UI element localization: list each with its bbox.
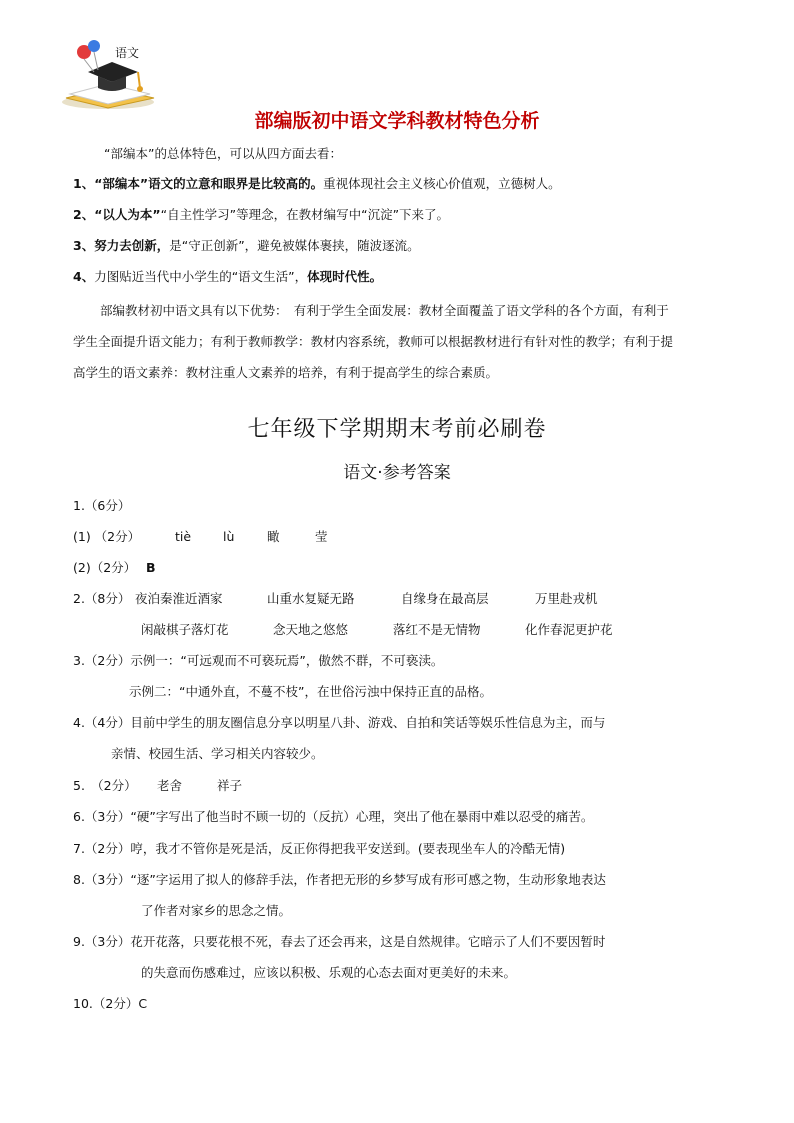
answer-9-line-2: 的失意而伤感难过，应该以积极、乐观的心态去面对更美好的未来。 [141, 965, 517, 980]
answer-4-line-1: 4.（4分）目前中学生的朋友圈信息分享以明星八卦、游戏、自拍和笑话等娱乐性信息为主，而与 [73, 715, 606, 730]
feature-1 [73, 176, 561, 192]
answer-3-line-2: 示例二：“中通外直，不蔓不枝”，在世俗污浊中保持正直的品格。 [129, 684, 492, 699]
exam-subtitle: 语文·参考答案 [343, 463, 451, 483]
feature-3-num: 3、 [73, 238, 95, 253]
exam-title: 七年级下学期期末考前必刷卷 [247, 417, 547, 442]
feature-2 [73, 207, 449, 223]
feature-1-bold: “部编本”语文的立意和眼界是比较高的。 [94, 176, 324, 191]
answer-10: 10.（2分）C [73, 996, 148, 1011]
poem-line: 化作春泥更护花 [525, 622, 613, 637]
answer-1-1-item: lù [223, 529, 235, 544]
answer-2-row-2 [141, 622, 613, 638]
answer-1: 1.（6分） [73, 498, 131, 513]
intro-text: “部编本”的总体特色，可以从四方面去看： [104, 146, 342, 161]
logo-text: 语文 [115, 46, 140, 60]
answer-2-label: 2.（8分） [73, 591, 131, 606]
feature-3 [73, 238, 420, 254]
answer-1-1-item: tiè [175, 529, 192, 544]
answer-6: 6.（3分）“硬”字写出了他当时不顾一切的（反抗）心理，突出了他在暴雨中难以忍受的痛苦。 [73, 809, 594, 824]
answer-5-item: 老舍 [157, 778, 183, 793]
feature-3-bold: 努力去创新， [94, 238, 170, 253]
answer-5-label: 5. （2分） [73, 778, 137, 793]
answer-5-item: 祥子 [217, 778, 243, 793]
answer-8-line-2: 了作者对家乡的思念之情。 [141, 903, 292, 918]
poem-line: 万里赴戎机 [535, 591, 598, 606]
answer-1-2 [73, 560, 156, 576]
answer-1-1-item: 瞰 [267, 529, 280, 544]
answer-9-line-1: 9.（3分）花开花落，只要花根不死，春去了还会再来，这是自然规律。它暗示了人们不要因暂时 [73, 934, 606, 949]
logo-graduation-cap [60, 36, 160, 112]
feature-1-rest: 重视体现社会主义核心价值观，立德树人。 [323, 176, 561, 191]
feature-4 [73, 269, 382, 285]
feature-4-num: 4、 [73, 269, 95, 284]
page-title: 部编版初中语文学科教材特色分析 [254, 110, 540, 132]
answer-2-row-1 [73, 591, 598, 607]
poem-line: 落红不是无情物 [393, 622, 481, 637]
answer-8-line-1: 8.（3分）“逐”字运用了拟人的修辞手法，作者把无形的乡梦写成有形可感之物，生动形象地表达 [73, 872, 606, 887]
answer-4-line-2: 亲情、校园生活、学习相关内容较少。 [111, 746, 324, 761]
poem-line: 山重水复疑无路 [267, 591, 355, 606]
feature-4-rest: 力图贴近当代中小学生的“语文生活”， [94, 269, 308, 284]
answer-1-1-label: (1) （2分） [73, 529, 141, 544]
advantages-paragraph: 部编教材初中语文具有以下优势： 有利于学生全面发展：教材全面覆盖了语文学科的各个方面，有利于学生全面提升语文能力；有利于教师教学：教材内容系统，教师可以根据教材进行有针对性的教学；有利于提高学生的语文素养：教材注重人文素养的培养，有利于提高学生的综合素质。 [73, 303, 674, 380]
answer-3-line-1: 3.（2分）示例一：“可远观而不可亵玩焉”，傲然不群，不可亵渎。 [73, 653, 444, 668]
answer-1-1 [73, 529, 328, 545]
answer-1-2-value: B [146, 560, 156, 575]
feature-3-rest: 是“守正创新”，避免被媒体裹挟，随波逐流。 [169, 238, 420, 253]
feature-2-num: 2、 [73, 207, 95, 222]
answer-5 [73, 778, 242, 794]
answer-7: 7.（2分）哼，我才不管你是死是活，反正你得把我平安送到。(要表现坐车人的冷酷无情) [73, 841, 566, 856]
feature-1-num: 1、 [73, 176, 95, 191]
feature-2-rest: “自主性学习”等理念，在教材编写中“沉淀”下来了。 [160, 207, 450, 222]
feature-4-bold: 体现时代性。 [307, 269, 383, 284]
answer-1-2-label: (2)（2分） [73, 560, 137, 575]
feature-2-bold: “以人为本” [94, 207, 161, 222]
poem-line: 念天地之悠悠 [273, 622, 349, 637]
answer-1-1-item: 莹 [315, 529, 328, 544]
poem-line: 夜泊秦淮近酒家 [135, 591, 223, 606]
poem-line: 闲敲棋子落灯花 [141, 622, 229, 637]
poem-line: 自缘身在最高层 [401, 591, 489, 606]
